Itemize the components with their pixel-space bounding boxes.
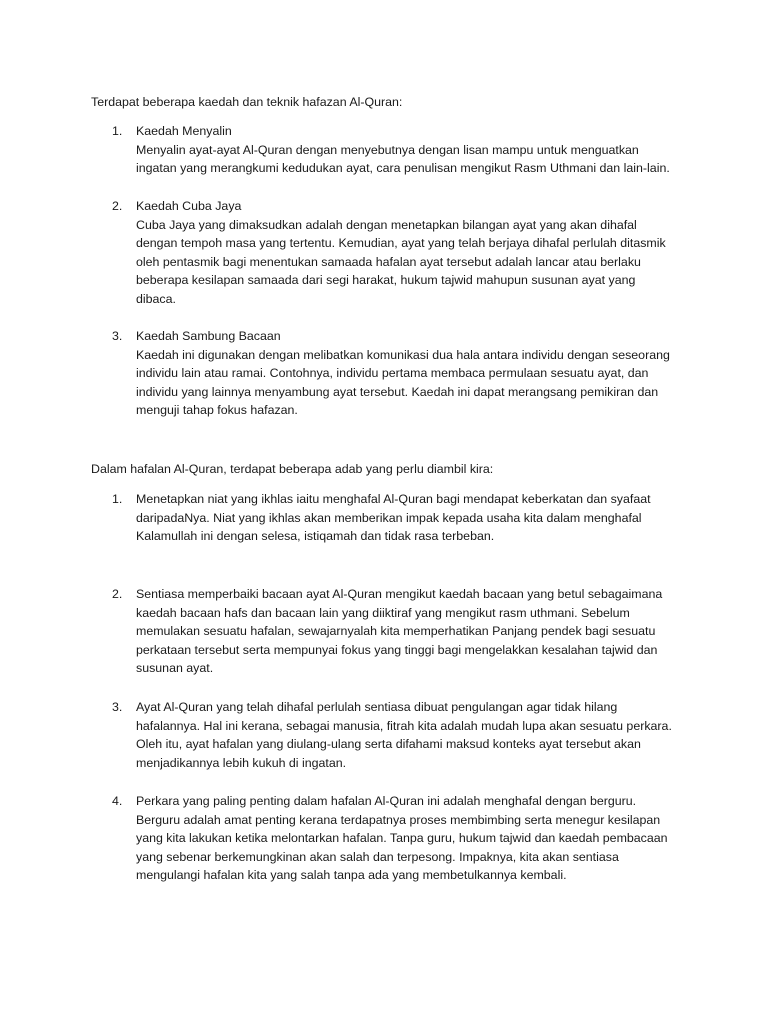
adab-text: Sentiasa memperbaiki bacaan ayat Al-Quran mengikut kaedah bacaan yang betul sebagaimana kaedah bacaan hafs dan bacaan lain yang diiktiraf yang mengikut rasm uthmani. Sebelum memulakan sesuatu hafalan, sewajarnyalah kita memperhatikan Panjang pendek bagi sesuatu perkataan tersebut serta mempunyai fokus yang tinggi bagi mengelakkan kesalahan tajwid dan susunan ayat. bbox=[136, 587, 663, 676]
kaedah-item-3 bbox=[112, 327, 674, 420]
kaedah-item-1 bbox=[112, 122, 674, 178]
list-number: 2. bbox=[112, 199, 123, 213]
intro-kaedah: Terdapat beberapa kaedah dan teknik hafazan Al-Quran: bbox=[91, 95, 403, 109]
kaedah-title: Kaedah Menyalin bbox=[136, 124, 232, 138]
adab-item-4 bbox=[112, 792, 674, 885]
list-number: 1. bbox=[112, 492, 123, 506]
list-number: 3. bbox=[112, 329, 123, 343]
list-number: 1. bbox=[112, 124, 123, 138]
intro-adab: Dalam hafalan Al-Quran, terdapat beberapa adab yang perlu diambil kira: bbox=[91, 462, 494, 476]
adab-item-2 bbox=[112, 585, 674, 678]
kaedah-text: Cuba Jaya yang dimaksudkan adalah dengan menetapkan bilangan ayat yang akan dihafal dengan tempoh masa yang tertentu. Kemudian, ayat yang telah berjaya dihafal perlulah ditasmik oleh pentasmik bagi menentukan samaada hafalan ayat tersebut adalah lancar atau berlaku beberapa kesilapan samaada dari segi harakat, hukum tajwid mahupun susunan ayat yang dibaca. bbox=[136, 217, 666, 306]
kaedah-text: Kaedah ini digunakan dengan melibatkan komunikasi dua hala antara individu dengan seseorang individu lain atau ramai. Contohnya, individu pertama membaca permulaan sesuatu ayat, dan individu yang lainnya menyambung ayat tersebut. Kaedah ini dapat merangsang pemikiran dan menguji tahap fokus hafazan. bbox=[136, 347, 670, 418]
kaedah-title: Kaedah Cuba Jaya bbox=[136, 199, 242, 213]
adab-item-3 bbox=[112, 698, 674, 772]
adab-item-1 bbox=[112, 490, 674, 546]
list-number: 3. bbox=[112, 700, 123, 714]
kaedah-item-2 bbox=[112, 197, 674, 309]
list-number: 2. bbox=[112, 587, 123, 601]
list-number: 4. bbox=[112, 794, 123, 808]
kaedah-text: Menyalin ayat-ayat Al-Quran dengan menyebutnya dengan lisan mampu untuk menguatkan ingatan yang merangkumi kedudukan ayat, cara penulisan mengikut Rasm Uthmani dan lain-lain. bbox=[136, 142, 670, 176]
kaedah-title: Kaedah Sambung Bacaan bbox=[136, 329, 281, 343]
adab-text: Ayat Al-Quran yang telah dihafal perlulah sentiasa dibuat pengulangan agar tidak hilang hafalannya. Hal ini kerana, sebagai manusia, fitrah kita adalah mudah lupa akan sesuatu perkara. Oleh itu, ayat hafalan yang diulang-ulang serta difahami maksud konteks ayat tersebut akan menjadikannya lebih kukuh di ingatan. bbox=[136, 700, 672, 770]
adab-text: Perkara yang paling penting dalam hafalan Al-Quran ini adalah menghafal dengan berguru. Berguru adalah amat penting kerana terdapatnya proses membimbing serta menegur kesilapan yang kita lakukan ketika melontarkan hafalan. Tanpa guru, hukum tajwid dan kaedah pembacaan yang sebenar berkemungkinan akan salah dan terpesong. Impaknya, kita akan sentiasa mengulangi hafalan kita yang salah tanpa ada yang membetulkannya kembali. bbox=[136, 794, 668, 883]
adab-text: Menetapkan niat yang ikhlas iaitu menghafal Al-Quran bagi mendapat keberkatan dan syafaat daripadaNya. Niat yang ikhlas akan memberikan impak kepada usaha kita dalam menghafal Kalamullah ini dengan selesa, istiqamah dan tidak rasa terbeban. bbox=[136, 492, 651, 544]
